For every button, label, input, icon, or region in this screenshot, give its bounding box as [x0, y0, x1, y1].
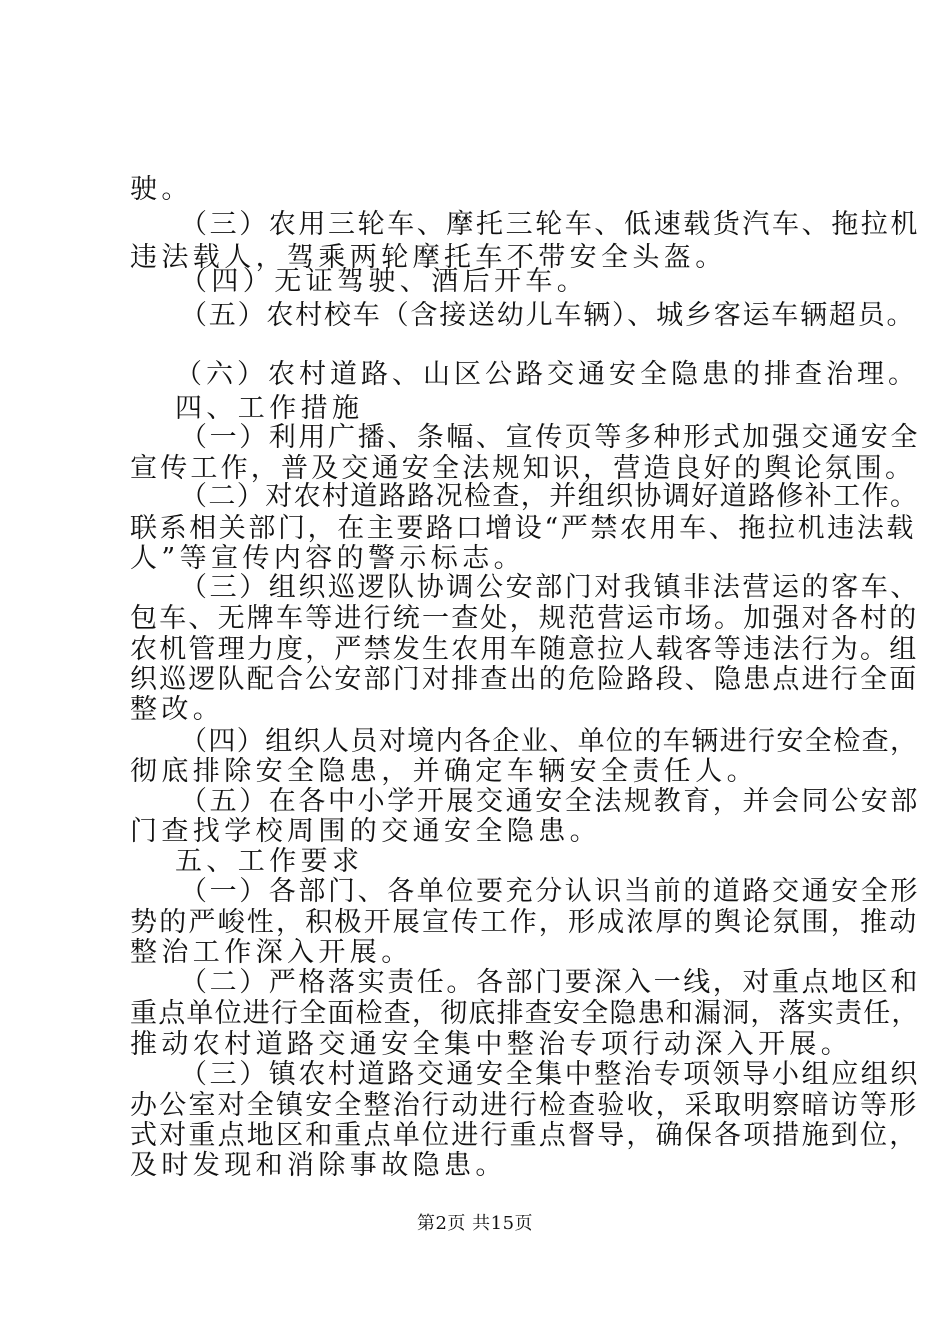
page-footer: [0, 1212, 950, 1236]
text-line: （六）农村道路、山区公路交通安全隐患的排查治理。: [175, 359, 919, 390]
text-line: （四）组织人员对境内各企业、单位的车辆进行安全检查，: [180, 726, 919, 757]
text-line: 式对重点地区和重点单位进行重点督导，确保各项措施到位，: [130, 1120, 919, 1151]
text-line: 及时发现和消除事故隐患。: [130, 1150, 507, 1181]
text-line: 宣传工作，普及交通安全法规知识，营造良好的舆论氛围。: [130, 453, 916, 484]
section-heading: 五、工作要求: [175, 846, 364, 877]
text-line: 办公室对全镇安全整治行动进行检查验收，采取明察暗访等形: [130, 1090, 919, 1121]
text-line: 重点单位进行全面检查，彻底排查安全隐患和漏洞，落实责任，: [130, 998, 920, 1029]
text-line: 违法载人，驾乘两轮摩托车不带安全头盔。: [130, 242, 727, 273]
text-line: 包车、无牌车等进行统一查处，规范营运市场。加强对各村的: [130, 603, 919, 634]
section-heading: 四、工作措施: [175, 393, 364, 424]
text-line: 整治工作深入开展。: [130, 937, 413, 968]
text-line: （四）无证驾驶、酒后开车。: [180, 266, 589, 297]
text-line: （一）利用广播、条幅、宣传页等多种形式加强交通安全: [180, 422, 920, 453]
text-line: 门查找学校周围的交通安全隐患。: [130, 816, 601, 847]
text-line: （三）镇农村道路交通安全集中整治专项领导小组应组织: [180, 1059, 920, 1090]
text-line: （二）对农村道路路况检查，并组织协调好道路修补工作。: [180, 481, 919, 512]
text-line: 织巡逻队配合公安部门对排查出的危险路段、隐患点进行全面: [130, 664, 919, 695]
text-line: （五）在各中小学开展交通安全法规教育，并会同公安部: [180, 786, 920, 817]
text-line: 推动农村道路交通安全集中整治专项行动深入开展。: [130, 1029, 853, 1060]
text-line: （三）组织巡逻队协调公安部门对我镇非法营运的客车、: [180, 572, 920, 603]
text-line: （一）各部门、各单位要充分认识当前的道路交通安全形: [180, 876, 920, 907]
text-line: 整改。: [130, 694, 225, 725]
text-line: 农机管理力度，严禁发生农用车随意拉人载客等违法行为。组: [130, 634, 919, 665]
text-line: 驶。: [130, 174, 193, 205]
text-line: （二）严格落实责任。各部门要深入一线，对重点地区和: [180, 967, 920, 998]
text-line: 联系相关部门，在主要路口增设“严禁农用车、拖拉机违法载: [130, 513, 917, 544]
text-line: 彻底排除安全隐患，并确定车辆安全责任人。: [130, 756, 758, 787]
text-line: （三）农用三轮车、摩托三轮车、低速载货汽车、拖拉机: [180, 209, 920, 240]
page-number: 第2页 共15页: [416, 1213, 534, 1234]
text-line: 势的严峻性，积极开展宣传工作，形成浓厚的舆论氛围，推动: [130, 907, 919, 938]
text-line: 人”等宣传内容的警示标志。: [130, 543, 526, 574]
text-line: （五）农村校车（含接送幼儿车辆）、城乡客运车辆超员。: [180, 300, 916, 331]
